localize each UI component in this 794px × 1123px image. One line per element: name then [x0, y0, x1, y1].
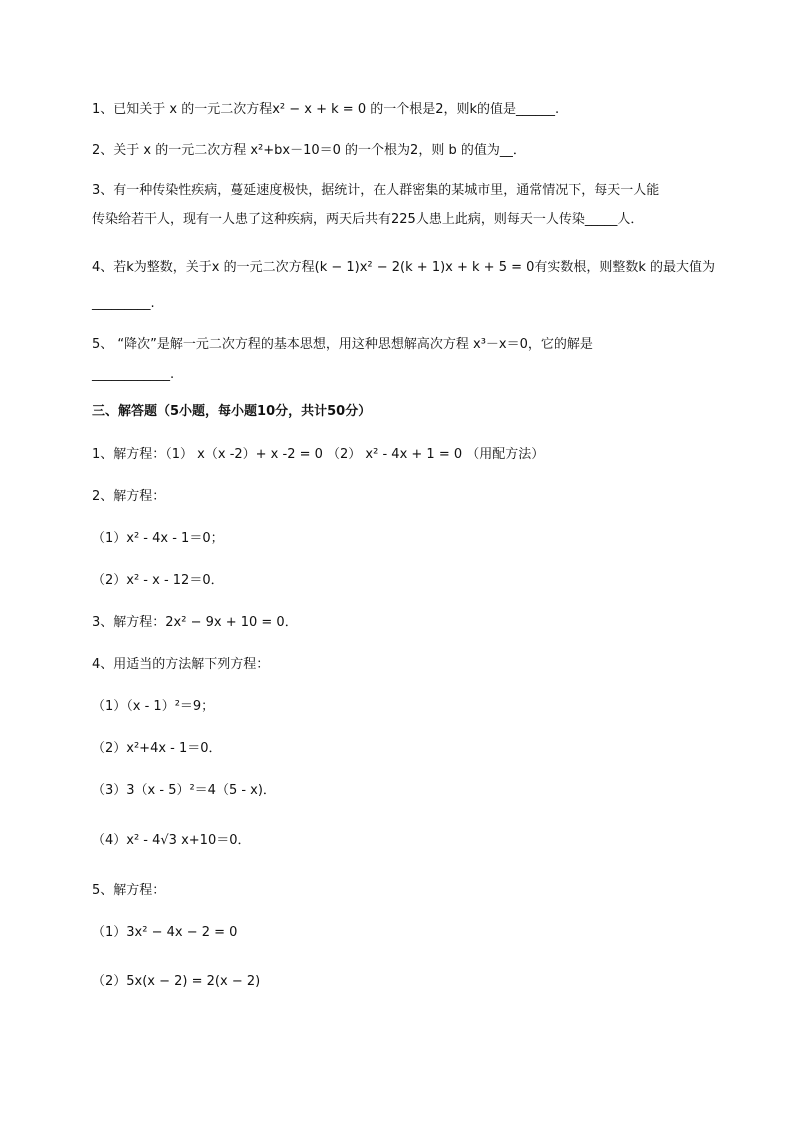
- problem-4-part-1: （1）（x - 1）²＝9；: [92, 699, 215, 714]
- problem-5-part-1: （1）3x² − 4x − 2 = 0: [92, 925, 238, 940]
- problem-4-part-3: （3）3（x - 5）²＝4（5 - x)．: [92, 783, 276, 798]
- question-3-line-1: 3、有一种传染性疾病，蔓延速度极快，据统计，在人群密集的某城市里，通常情况下，每天一人能: [92, 183, 660, 198]
- problem-3: 3、解方程：2x² − 9x + 10 = 0．: [92, 615, 298, 630]
- section-title: 三、解答题（5小题，每小题10分，共计50分）: [92, 404, 372, 419]
- problem-2-part-1: （1）x² - 4x - 1＝0；: [92, 531, 224, 546]
- problem-5-title: 5、解方程：: [92, 883, 166, 898]
- question-4-line-1: 4、若k为整数，关于x 的一元二次方程(k − 1)x² − 2(k + 1)x + k + 5 = 0有实数根，则整数k 的最大值为: [92, 260, 716, 275]
- question-1: 1、已知关于 x 的一元二次方程x² − x + k = 0 的一个根是2，则k的值是______.: [92, 102, 560, 117]
- problem-4-title: 4、用适当的方法解下列方程：: [92, 657, 270, 672]
- problem-5-part-2: （2）5x(x − 2) = 2(x − 2): [92, 974, 261, 989]
- problem-2-part-2: （2）x² - x - 12＝0．: [92, 573, 224, 588]
- question-2: 2、关于 x 的一元二次方程 x²+bx－10＝0 的一个根为2，则 b 的值为__．: [92, 143, 526, 158]
- problem-2-title: 2、解方程：: [92, 489, 166, 504]
- problem-1: 1、解方程：（1） x（x -2）+ x -2 = 0 （2） x² - 4x + 1 = 0 （用配方法）: [92, 447, 545, 462]
- question-4-line-2: _________.: [92, 296, 155, 311]
- question-5-line-1: 5、 “降次”是解一元二次方程的基本思想，用这种思想解高次方程 x³－x＝0，它的解是: [92, 337, 593, 352]
- question-3-line-2: 传染给若干人，现有一人患了这种疾病，两天后共有225人患上此病，则每天一人传染_____人．: [92, 212, 644, 227]
- question-5-line-2: ____________.: [92, 367, 175, 382]
- problem-4-part-4: （4）x² - 4√3 x+10＝0．: [92, 833, 251, 848]
- problem-4-part-2: （2）x²+4x - 1＝0．: [92, 741, 222, 756]
